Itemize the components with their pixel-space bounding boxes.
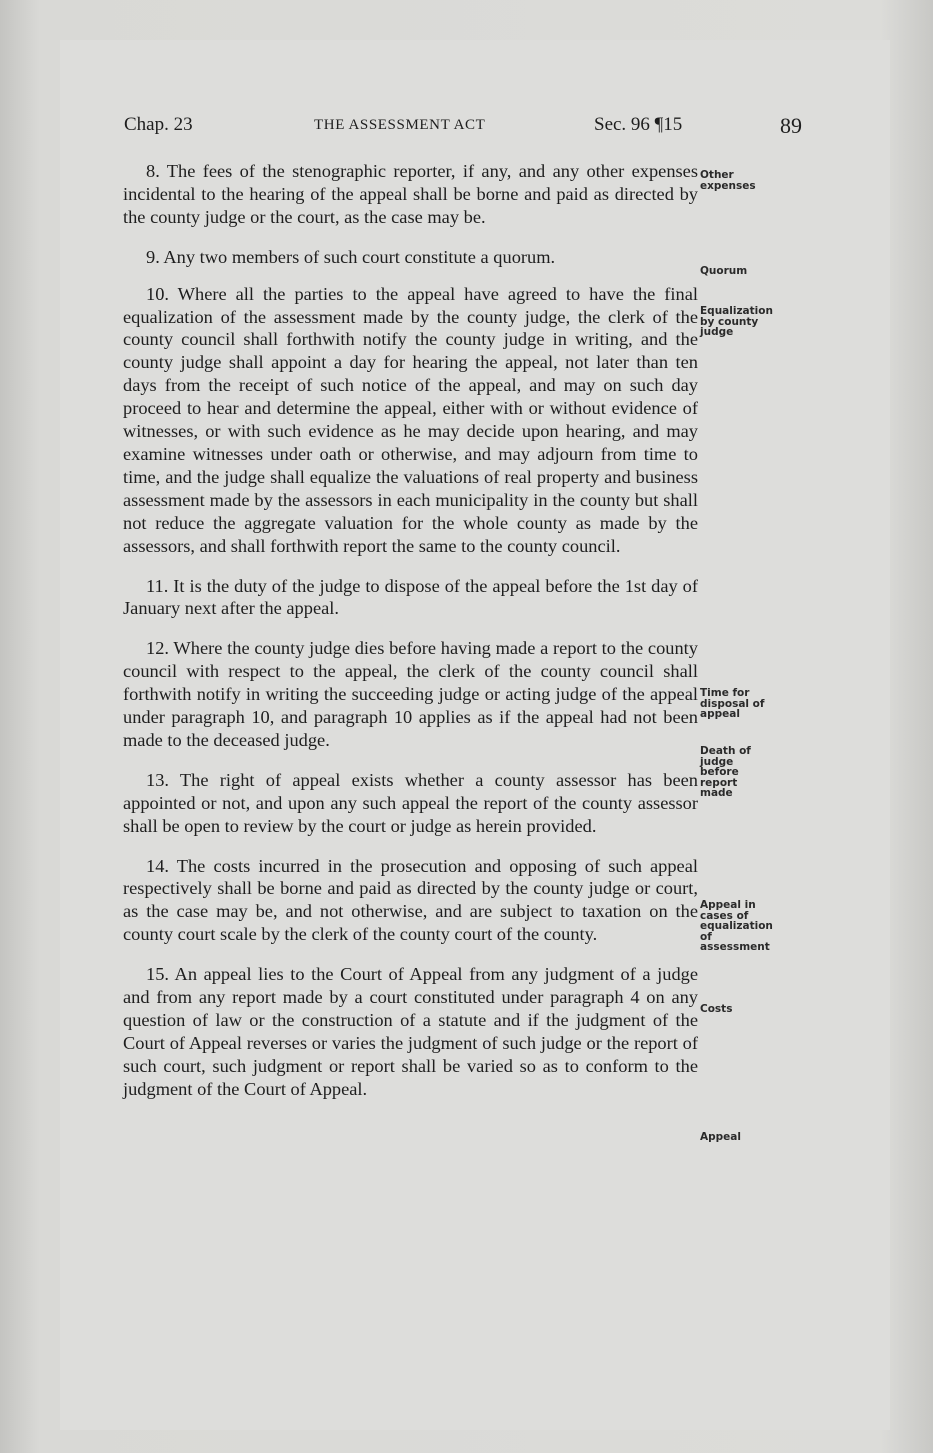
margin-note-line: Other — [700, 169, 734, 181]
margin-note-line: expenses — [700, 179, 756, 192]
margin-note-line: Appeal in — [700, 899, 756, 911]
margin-note-line: disposal of — [700, 697, 765, 710]
margin-note-line: made — [700, 787, 733, 799]
paragraph-11: 11. It is the duty of the judge to dispose of the appeal before the 1st day of January next after the appeal. — [123, 575, 698, 619]
margin-note-line: before — [700, 766, 739, 778]
margin-note-appeal — [700, 1132, 741, 1143]
statute-body — [123, 160, 698, 1101]
margin-note-time-for-disposal — [700, 688, 764, 720]
margin-note-line: Time for — [700, 687, 750, 699]
header-chapter: Chap. 23 — [124, 114, 193, 135]
paragraph-13: 13. The right of appeal exists whether a county assessor has been appointed or not, and upon any such appeal the report of the county assessor shall be open to review by the court or judge as herein provided. — [123, 769, 698, 836]
paragraph-14: 14. The costs incurred in the prosecution and opposing of such appeal respectively shall be borne and paid as directed by the county judge or court, as the case may be, and not otherwise, and are subject to taxation on the county court scale by the clerk of the county court of the county. — [123, 855, 698, 945]
header-section: Sec. 96 ¶15 — [594, 114, 683, 135]
margin-note-appeal-in-cases — [700, 900, 773, 953]
margin-notes — [700, 0, 830, 1453]
margin-note-line: cases of — [700, 909, 749, 922]
header-title: THE ASSESSMENT ACT — [314, 117, 486, 133]
margin-note-line: Quorum — [700, 265, 748, 277]
margin-note-costs — [700, 1004, 732, 1015]
margin-note-other-expenses — [700, 170, 756, 191]
margin-note-line: of — [700, 930, 712, 943]
margin-note-line: Death of — [700, 745, 751, 757]
margin-note-quorum — [700, 266, 747, 277]
margin-note-line: appeal — [700, 708, 740, 720]
margin-note-death-of-judge — [700, 746, 751, 799]
paragraph-15: 15. An appeal lies to the Court of Appeal from any judgment of a judge and from any report made by a court constituted under paragraph 4 on any question of law or the construction of a statute and if the judgment of the Court of Appeal reverses or varies the judgment of such judge or the report of such court, such judgment or report shall be varied so as to conform to the judgment of the Court of Appeal. — [123, 964, 698, 1099]
margin-note-line: equalization — [700, 920, 773, 932]
margin-note-equalization — [700, 306, 773, 338]
paragraph-8: 8. The fees of the stenographic reporter, if any, and any other expenses incidental to the hearing of the appeal shall be borne and paid as directed by the county judge or the court, as the case may be. — [123, 161, 698, 227]
page-number: 89 — [780, 113, 802, 138]
paragraph-10: 10. Where all the parties to the appeal have agreed to have the final equalization of the assessment made by the county judge, the clerk of the county council shall forthwith notify the county judge in writing, and the county judge shall appoint a day for hearing the appeal, not later than ten days from the receipt of such notice of the appeal, and may on such day proceed to hear and determine the appeal, either with or without evidence of witnesses, or with such evidence as he may decide upon hearing, and may examine witnesses under oath or otherwise, and may adjourn from time to time, and the judge shall equalize the valuations of real property and business assessment made by the assessors in each municipality in the county but shall not reduce the aggregate valuation for the whole county as made by the assessors, and shall forthwith report the same to the county council. — [123, 283, 698, 556]
margin-note-line: judge — [700, 755, 734, 768]
margin-note-line: Equalization — [700, 305, 773, 317]
margin-note-line: assessment — [700, 941, 770, 953]
margin-note-line: by county — [700, 315, 759, 328]
paragraph-12: 12. Where the county judge dies before having made a report to the county council with respect to the appeal, the clerk of the county council shall forthwith notify in writing the succeeding judge or acting judge of the appeal under paragraph 10, and paragraph 10 applies as if the appeal had not been made to the deceased judge. — [123, 638, 698, 750]
margin-note-line: Costs — [700, 1003, 733, 1015]
margin-note-line: Appeal — [700, 1131, 741, 1143]
margin-note-line: judge — [700, 326, 734, 338]
paragraph-9: 9. Any two members of such court constitute a quorum. — [146, 246, 556, 267]
margin-note-line: report — [700, 776, 738, 789]
